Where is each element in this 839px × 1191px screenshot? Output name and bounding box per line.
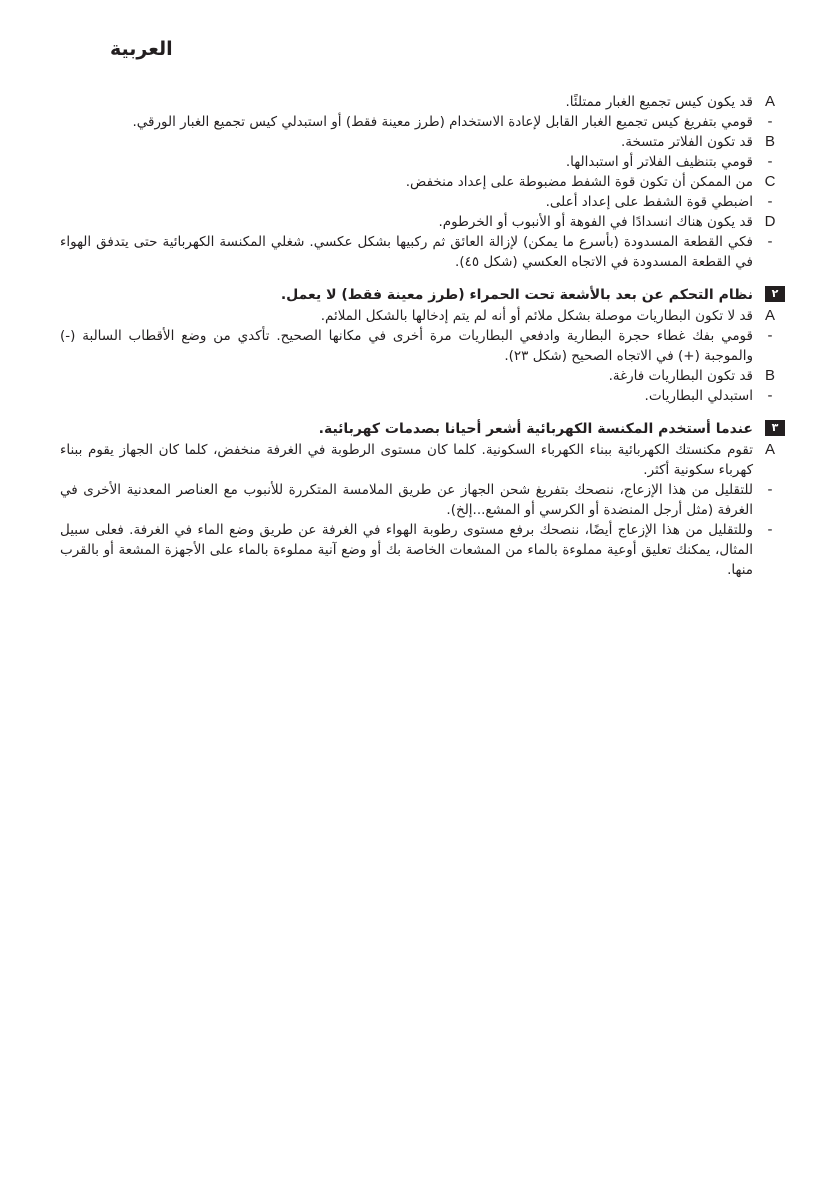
item-marker: - bbox=[767, 387, 773, 404]
item-marker: A bbox=[764, 307, 775, 324]
solution-item bbox=[60, 232, 773, 272]
item-marker: D bbox=[764, 213, 776, 230]
section-number-badge: ٢ bbox=[765, 286, 785, 302]
item-marker: - bbox=[767, 521, 773, 538]
item-text: اضبطي قوة الشفط على إعداد أعلى. bbox=[545, 194, 753, 210]
item-marker: B bbox=[764, 367, 775, 384]
item-text: للتقليل من هذا الإزعاج، ننصحك بتفريغ شحن الجهاز عن طريق الملامسة المتكررة للأنبوب مع العناصر المعدنية الأخرى في الغرفة (مثل أرجل المنضدة أو الكرسي أو المشع...إلخ). bbox=[60, 482, 753, 518]
cause-item bbox=[60, 306, 775, 326]
item-text: من الممكن أن تكون قوة الشفط مضبوطة على إعداد منخفض. bbox=[405, 174, 753, 190]
item-marker: - bbox=[767, 193, 773, 210]
cause-item bbox=[60, 92, 775, 112]
solution-item bbox=[60, 112, 773, 132]
item-marker: A bbox=[764, 441, 775, 458]
solution-item bbox=[60, 386, 773, 406]
solution-item bbox=[60, 520, 773, 580]
troubleshooting-content bbox=[60, 92, 779, 580]
solution-item bbox=[60, 326, 773, 366]
item-text: قد يكون هناك انسدادًا في الفوهة أو الأنبوب أو الخرطوم. bbox=[438, 214, 753, 230]
cause-item bbox=[60, 440, 775, 480]
section-heading bbox=[60, 419, 779, 439]
solution-item bbox=[60, 152, 773, 172]
item-text: قد تكون الفلاتر متسخة. bbox=[620, 134, 753, 150]
cause-item bbox=[60, 132, 775, 152]
solution-item bbox=[60, 192, 773, 212]
item-text: وللتقليل من هذا الإزعاج أيضًا، ننصحك برفع مستوى رطوبة الهواء في الغرفة عن طريق وضع الماء في الغرفة. فعلى سبيل المثال، يمكنك تعليق أوعية مملوءة بالماء من المشعات الخاصة بك أو وضع آنية مملوءة بالماء على الأجهزة المشعة أو بالقرب منها. bbox=[60, 522, 753, 578]
item-marker: - bbox=[767, 153, 773, 170]
language-title: العربية bbox=[110, 38, 173, 60]
cause-item bbox=[60, 366, 775, 386]
item-marker: B bbox=[764, 133, 775, 150]
cause-item bbox=[60, 212, 776, 232]
section-heading-text: نظام التحكم عن بعد بالأشعة تحت الحمراء (طرز معينة فقط) لا يعمل. bbox=[280, 287, 753, 303]
item-text: قد يكون كيس تجميع الغبار ممتلئًا. bbox=[565, 94, 753, 110]
section-number-badge: ٣ bbox=[765, 420, 785, 436]
item-text: قد لا تكون البطاريات موصلة بشكل ملائم أو أنه لم يتم إدخالها بالشكل الملائم. bbox=[320, 308, 753, 324]
solution-item bbox=[60, 480, 773, 520]
item-text: قومي بتنظيف الفلاتر أو استبدالها. bbox=[565, 154, 753, 170]
item-text: استبدلي البطاريات. bbox=[644, 388, 753, 404]
cause-item bbox=[60, 172, 776, 192]
item-marker: C bbox=[764, 173, 776, 190]
item-text: تقوم مكنستك الكهربائية ببناء الكهرباء السكونية. كلما كان مستوى الرطوبة في الغرفة منخفض، كلما كان الجهاز يقوم ببناء كهرباء سكونية أكثر. bbox=[60, 442, 753, 478]
item-text: قومي بفك غطاء حجرة البطارية وادفعي البطاريات مرة أخرى في مكانها الصحيح. تأكدي من وضع الأقطاب السالبة (-) والموجبة (+) في الاتجاه الصحيح (شكل ٢٣). bbox=[60, 328, 753, 364]
item-text: قومي بتفريغ كيس تجميع الغبار القابل لإعادة الاستخدام (طرز معينة فقط) أو استبدلي كيس تجميع الغبار الورقي. bbox=[132, 114, 753, 130]
item-marker: - bbox=[767, 113, 773, 130]
item-text: قد تكون البطاريات فارغة. bbox=[608, 368, 753, 384]
item-marker: - bbox=[767, 481, 773, 498]
section-heading bbox=[60, 285, 779, 305]
item-text: فكي القطعة المسدودة (بأسرع ما يمكن) لإزالة العائق ثم ركبيها بشكل عكسي. شغلي المكنسة الكهربائية حتى يتدفق الهواء في القطعة المسدودة في الاتجاه العكسي (شكل ٤٥). bbox=[60, 234, 753, 270]
item-marker: - bbox=[767, 327, 773, 344]
section-heading-text: عندما أستخدم المكنسة الكهربائية أشعر أحيانا بصدمات كهربائية. bbox=[318, 421, 753, 437]
item-marker: A bbox=[764, 93, 775, 110]
item-marker: - bbox=[767, 233, 773, 250]
